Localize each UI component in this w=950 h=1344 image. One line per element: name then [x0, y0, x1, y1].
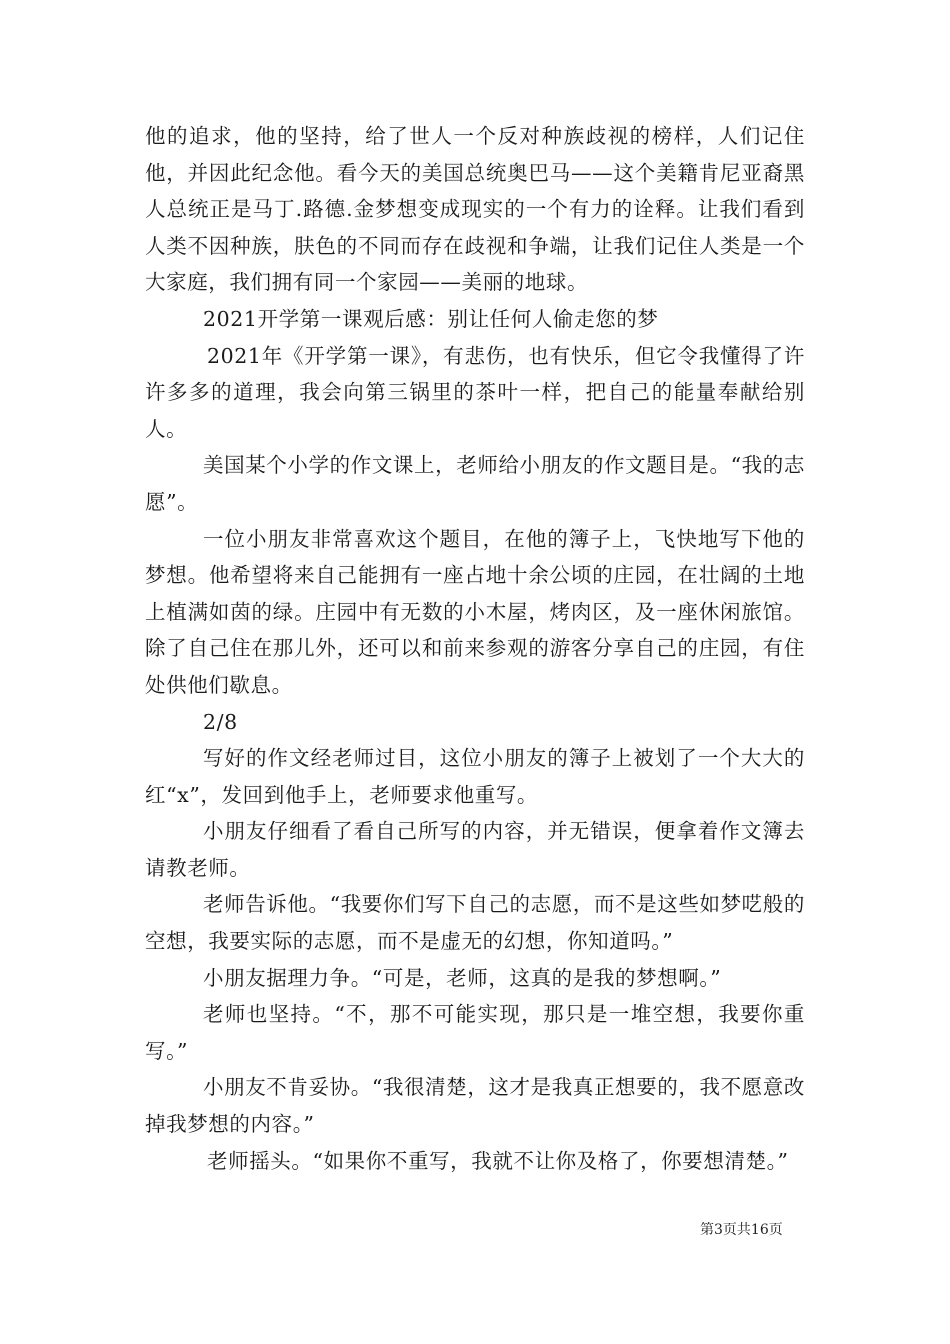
paragraph-5: 写好的作文经老师过目，这位小朋友的簿子上被划了一个大大的红“x”，发回到他手上，老师要求他重写。 — [145, 746, 805, 807]
paragraph-4: 一位小朋友非常喜欢这个题目，在他的簿子上，飞快地写下他的梦想。他希望将来自己能拥有一座占地十余公顷的庄园，在壮阔的土地上植满如茵的绿。庄园中有无数的小木屋，烤肉区，及一座休闲旅馆。除了自己住在那儿外，还可以和前来参观的游客分享自己的庄园，有住处供他们歇息。 — [145, 526, 805, 697]
inline-page-marker: 2/8 — [203, 709, 238, 734]
document-body — [145, 118, 805, 1179]
paragraph-7: 老师告诉他。“我要你们写下自己的志愿，而不是这些如梦呓般的空想，我要实际的志愿，而不是虚无的幻想，你知道吗。” — [145, 892, 805, 954]
paragraph-9: 老师也坚持。“不，那不可能实现，那只是一堆空想，我要你重写。” — [145, 1002, 805, 1063]
paragraph-3: 美国某个小学的作文课上，老师给小朋友的作文题目是。“我的志愿”。 — [145, 453, 805, 514]
paragraph-1: 他的追求，他的坚持，给了世人一个反对种族歧视的榜样，人们记住他，并因此纪念他。看今天的美国总统奥巴马——这个美籍肯尼亚裔黑人总统正是马丁.路德.金梦想变成现实的一个有力的诠释。让我们看到人类不因种族，肤色的不同而存在歧视和争端，让我们记住人类是一个大家庭，我们拥有同一个家园——美丽的地球。 — [145, 124, 805, 295]
paragraph-10: 小朋友不肯妥协。“我很清楚，这才是我真正想要的，我不愿意改掉我梦想的内容。” — [145, 1075, 805, 1137]
section-heading: 2021开学第一课观后感：别让任何人偷走您的梦 — [203, 306, 659, 331]
paragraph-6: 小朋友仔细看了看自己所写的内容，并无错误，便拿着作文簿去请教老师。 — [145, 819, 805, 880]
page-number-footer: 第3页共16页 — [700, 1222, 783, 1238]
paragraph-8: 小朋友据理力争。“可是，老师，这真的是我的梦想啊。” — [203, 965, 722, 990]
paragraph-11: 老师摇头。“如果你不重写，我就不让你及格了，你要想清楚。” — [207, 1148, 789, 1173]
paragraph-2: 2021年《开学第一课》，有悲伤，也有快乐，但它令我懂得了许许多多的道理，我会向第三锅里的茶叶一样，把自己的能量奉献给别人。 — [145, 343, 805, 441]
